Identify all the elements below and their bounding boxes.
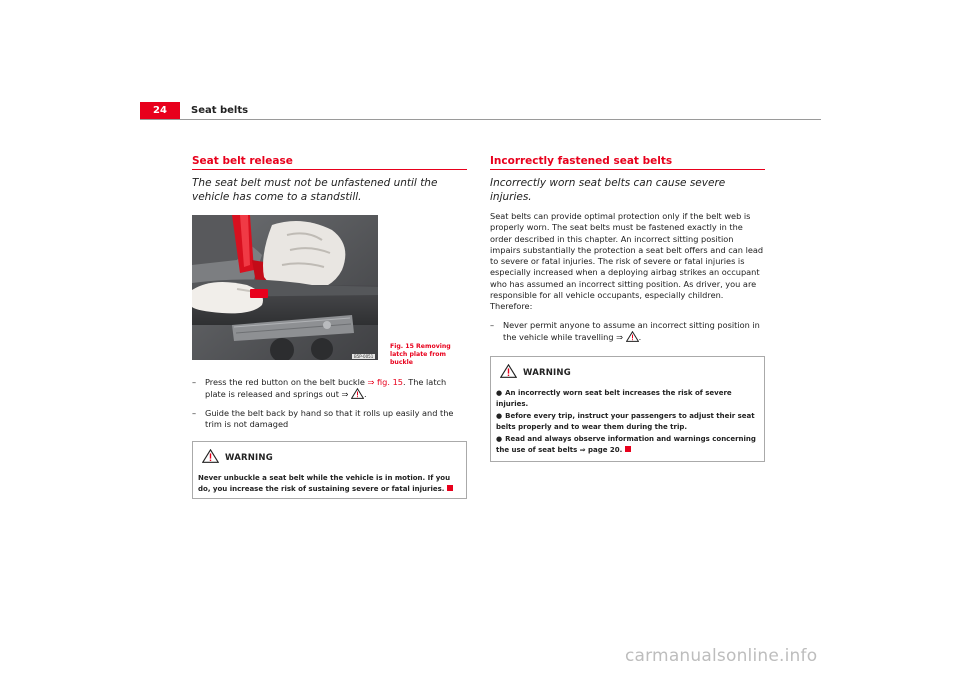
step-text: Guide the belt back by hand so that it rolls up easily and the trim is not damaged bbox=[205, 407, 454, 429]
bullet-icon: ● bbox=[496, 435, 503, 444]
figure-link[interactable]: fig. 15 bbox=[377, 377, 403, 387]
arrow-ref: ⇒ bbox=[341, 389, 349, 400]
bullet-text: Read and always observe information and warnings concerning the use of seat belts bbox=[496, 435, 756, 454]
warning-box-incorrect bbox=[490, 356, 765, 462]
warning-text-content: Never unbuckle a seat belt while the vehicle is in motion. If you do, you increase the risk of sustaining severe or fatal injuries. bbox=[198, 474, 451, 493]
body-paragraph: Seat belts can provide optimal protection only if the belt web is properly worn. The seat belts must be fastened exactly in the order described in this chapter. An incorrect sitting position impairs substantially the protection a seat belt offers and can lead to severe or fatal injuries. The risk of severe or fatal injuries is especially increased when a deploying airbag strikes an occupant who has assumed an incorrect sitting position. As driver, you are responsible for all vehicle occupants, especially children. Therefore: bbox=[490, 211, 764, 312]
warning-header bbox=[198, 448, 461, 467]
warning-box-release bbox=[192, 441, 467, 499]
step-text: Press the red button on the belt buckle bbox=[205, 377, 368, 387]
step-guide-belt bbox=[192, 408, 467, 431]
warning-triangle-icon bbox=[500, 363, 517, 382]
step-never-permit bbox=[490, 320, 765, 344]
warning-triangle-icon[interactable] bbox=[626, 331, 639, 342]
step-text: Never permit anyone to assume an incorrect sitting position in the vehicle while travelling bbox=[503, 319, 760, 342]
step-dash: – bbox=[192, 407, 197, 418]
end-of-section-marker bbox=[625, 446, 631, 452]
step-end: . bbox=[638, 331, 642, 342]
bullet-text: An incorrectly worn seat belt increases the risk of severe injuries. bbox=[496, 389, 732, 408]
running-title: Seat belts bbox=[191, 105, 249, 116]
step-dash: – bbox=[490, 319, 495, 330]
arrow-ref: ⇒ bbox=[367, 377, 375, 387]
end-of-section-marker bbox=[447, 485, 453, 491]
right-column bbox=[490, 155, 765, 462]
step-dash: – bbox=[192, 377, 197, 387]
figure-15 bbox=[192, 215, 467, 366]
left-column bbox=[192, 155, 467, 499]
warning-title: WARNING bbox=[523, 367, 571, 378]
buckle-photo bbox=[192, 215, 378, 360]
figure-code: B5P-0051 bbox=[354, 354, 374, 359]
bullet-text: Before every trip, instruct your passengers to adjust their seat belts properly and to wear them during the trip. bbox=[496, 412, 755, 431]
warning-title: WARNING bbox=[225, 452, 273, 463]
bullet-icon: ● bbox=[496, 412, 503, 421]
warning-triangle-icon bbox=[202, 448, 219, 467]
section-title-incorrect: Incorrectly fastened seat belts bbox=[490, 155, 765, 170]
warning-bullet bbox=[496, 434, 759, 455]
step-text-cont: . The latch plate is released and springs out bbox=[205, 377, 447, 400]
bullet-icon: ● bbox=[496, 389, 503, 398]
figure-caption: Fig. 15 Removing latch plate from buckle bbox=[390, 343, 451, 366]
arrow-ref: ⇒ bbox=[579, 445, 586, 454]
section-intro-incorrect: Incorrectly worn seat belts can cause severe injuries. bbox=[490, 177, 726, 203]
warning-text bbox=[198, 473, 461, 494]
step-end: . bbox=[364, 389, 367, 400]
page-link[interactable]: page 20. bbox=[587, 445, 623, 454]
page-number: 24 bbox=[140, 102, 180, 119]
section-intro-release: The seat belt must not be unfastened until the vehicle has come to a standstill. bbox=[192, 177, 438, 203]
warning-bullet bbox=[496, 388, 759, 409]
header-rule bbox=[140, 119, 821, 120]
warning-header bbox=[496, 363, 759, 382]
warning-bullet bbox=[496, 411, 759, 432]
watermark: carmanualsonline.info bbox=[625, 646, 818, 666]
arrow-ref: ⇒ bbox=[616, 331, 624, 342]
step-press-button bbox=[192, 377, 467, 401]
section-title-release: Seat belt release bbox=[192, 155, 467, 170]
warning-triangle-icon[interactable] bbox=[351, 388, 364, 399]
